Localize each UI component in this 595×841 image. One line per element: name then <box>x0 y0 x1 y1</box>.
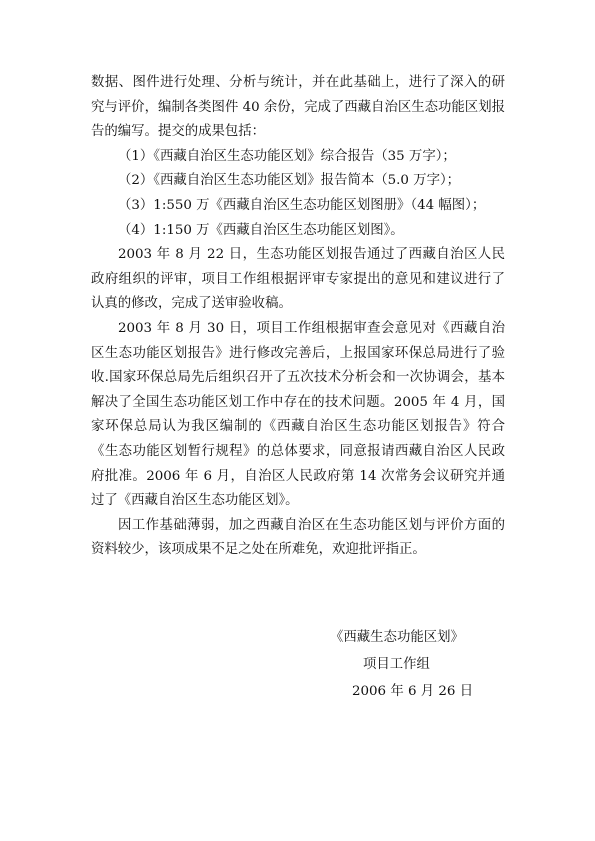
deliverable-item-4: （4）1:150 万《西藏自治区生态功能区划图》。 <box>118 222 404 238</box>
paragraph-continued: 数据、图件进行处理、分析与统计，并在此基础上，进行了深入的研究与评价，编制各类图件 40 余份，完成了西藏自治区生态功能区划报告的编写。提交的成果包括： <box>91 75 505 140</box>
signature-block <box>300 624 520 705</box>
paragraph-review: 2003 年 8 月 22 日，生态功能区划报告通过了西藏自治区人民政府组织的评审，项目工作组根据评审专家提出的意见和建议进行了认真的修改，完成了送审验收稿。 <box>91 247 505 312</box>
paragraph-approval: 2003 年 8 月 30 日，项目工作组根据审查会意见对《西藏自治区生态功能区划报告》进行修改完善后，上报国家环保总局进行了验收.国家环保总局先后组织召开了五次技术分析会和一次协调会，基本解决了全国生态功能区划工作中存在的技术问题。2005 年 4 月，国家环保总局认为我区编制的《西藏自治区生态功能区划报告》符合《生态功能区划暂行规程》的总体要求，同意报请西藏自治区人民政府批准。2006 年 6 月，自治区人民政府第 14 次常务会议研究并通过了《西藏自治区生态功能区划》。 <box>91 320 505 509</box>
signature-date: 2006 年 6 月 26 日 <box>352 684 474 699</box>
paragraph-closing: 因工作基础薄弱，加之西藏自治区在生态功能区划与评价方面的资料较少，该项成果不足之处在所难免，欢迎批评指正。 <box>91 517 505 558</box>
deliverable-item-2: （2）《西藏自治区生态功能区划》报告简本（5.0 万字）； <box>118 173 461 189</box>
deliverable-item-1: （1）《西藏自治区生态功能区划》综合报告（35 万字）； <box>118 148 456 164</box>
body-text <box>91 71 505 563</box>
deliverable-item-3: （3）1:550 万《西藏自治区生态功能区划图册》（44 幅图）； <box>118 197 486 213</box>
signature-group: 项目工作组 <box>363 657 430 672</box>
signature-title: 《西藏生态功能区划》 <box>330 630 464 645</box>
